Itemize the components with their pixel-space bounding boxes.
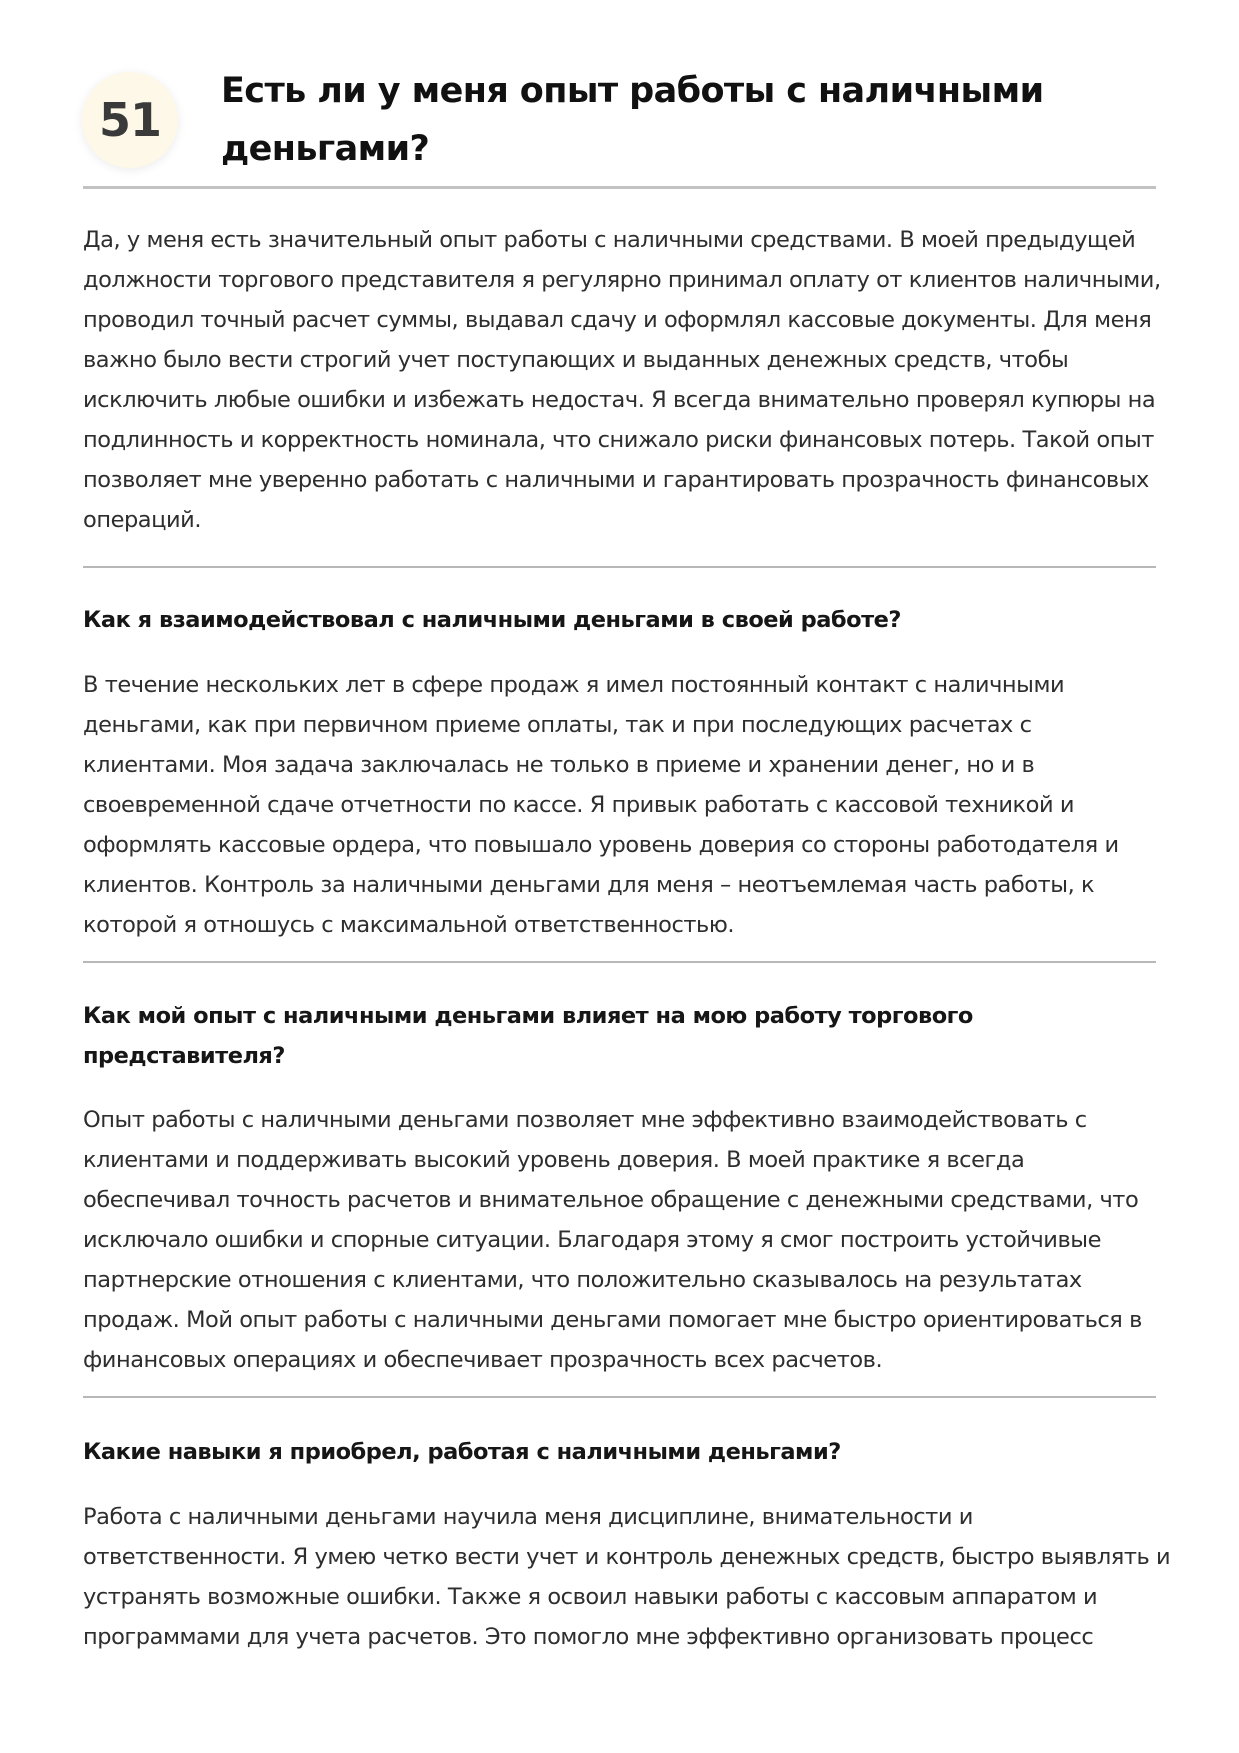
text-line: которой я отношусь с максимальной ответственностью. bbox=[83, 912, 735, 938]
subsection-1-body bbox=[83, 665, 1156, 945]
text-line: устранять возможные ошибки. Также я освоил навыки работы с кассовым аппаратом и bbox=[83, 1584, 1098, 1610]
question-header bbox=[83, 0, 1156, 190]
text-line: клиентами и поддерживать высокий уровень доверия. В моей практике я всегда bbox=[83, 1147, 1025, 1173]
text-line: клиентов. Контроль за наличными деньгами для меня – неотъемлемая часть работы, к bbox=[83, 872, 1095, 898]
subsection-3 bbox=[83, 1432, 1156, 1472]
text-line: исключало ошибки и спорные ситуации. Благодаря этому я смог построить устойчивые bbox=[83, 1227, 1101, 1253]
title-line: деньгами? bbox=[221, 129, 430, 169]
section-divider bbox=[83, 961, 1156, 963]
text-line: операций. bbox=[83, 507, 202, 533]
text-line: оформлять кассовые ордера, что повышало уровень доверия со стороны работодателя и bbox=[83, 832, 1119, 858]
text-line: В течение нескольких лет в сфере продаж я имел постоянный контакт с наличными bbox=[83, 672, 1065, 698]
text-line: ответственности. Я умею четко вести учет и контроль денежных средств, быстро выявлять и bbox=[83, 1544, 1171, 1570]
question-number-badge bbox=[82, 72, 178, 168]
text-line: партнерские отношения с клиентами, что положительно сказывалось на результатах bbox=[83, 1267, 1082, 1293]
section-divider bbox=[83, 1396, 1156, 1398]
subsection-heading bbox=[83, 1432, 1156, 1472]
heading-line: Как мой опыт с наличными деньгами влияет на мою работу торгового bbox=[83, 1003, 973, 1029]
text-line: важно было вести строгий учет поступающих и выданных денежных средств, чтобы bbox=[83, 347, 1069, 373]
subsection-3-body bbox=[83, 1497, 1171, 1657]
text-line: должности торгового представителя я регулярно принимал оплату от клиентов наличными, bbox=[83, 267, 1161, 293]
text-line: проводил точный расчет суммы, выдавал сдачу и оформлял кассовые документы. Для меня bbox=[83, 307, 1152, 333]
text-line: деньгами, как при первичном приеме оплаты, так и при последующих расчетах с bbox=[83, 712, 1032, 738]
section-divider bbox=[83, 566, 1156, 568]
page-title bbox=[221, 62, 1121, 178]
heading-line: представителя? bbox=[83, 1043, 285, 1069]
intro-paragraph bbox=[83, 220, 1161, 540]
subsection-heading bbox=[83, 600, 1156, 640]
text-line: финансовых операциях и обеспечивает прозрачность всех расчетов. bbox=[83, 1347, 883, 1373]
subsection-1 bbox=[83, 600, 1156, 640]
subsection-heading bbox=[83, 996, 1156, 1076]
text-line: подлинность и корректность номинала, что снижало риски финансовых потерь. Такой опыт bbox=[83, 427, 1154, 453]
subsection-paragraph bbox=[83, 1100, 1156, 1380]
document-page bbox=[83, 0, 1171, 1650]
text-line: Да, у меня есть значительный опыт работы с наличными средствами. В моей предыдущей bbox=[83, 227, 1136, 253]
subsection-2-body bbox=[83, 1100, 1156, 1380]
text-line: обеспечивал точность расчетов и внимательное обращение с денежными средствами, что bbox=[83, 1187, 1139, 1213]
text-line: исключить любые ошибки и избежать недостач. Я всегда внимательно проверял купюры на bbox=[83, 387, 1156, 413]
title-line: Есть ли у меня опыт работы с наличными bbox=[221, 71, 1044, 111]
text-line: клиентами. Моя задача заключалась не только в приеме и хранении денег, но и в bbox=[83, 752, 1035, 778]
text-line: позволяет мне уверенно работать с наличными и гарантировать прозрачность финансовых bbox=[83, 467, 1149, 493]
text-line: Опыт работы с наличными деньгами позволяет мне эффективно взаимодействовать с bbox=[83, 1107, 1087, 1133]
text-line: программами для учета расчетов. Это помогло мне эффективно организовать процесс bbox=[83, 1624, 1094, 1650]
heading-line: Как я взаимодействовал с наличными деньгами в своей работе? bbox=[83, 607, 901, 633]
text-line: своевременной сдаче отчетности по кассе. Я привык работать с кассовой техникой и bbox=[83, 792, 1075, 818]
subsection-2 bbox=[83, 996, 1156, 1076]
subsection-paragraph bbox=[83, 1497, 1171, 1657]
subsection-paragraph bbox=[83, 665, 1156, 945]
question-number: 51 bbox=[98, 93, 161, 147]
text-line: Работа с наличными деньгами научила меня дисциплине, внимательности и bbox=[83, 1504, 973, 1530]
intro-answer bbox=[83, 220, 1161, 540]
text-line: продаж. Мой опыт работы с наличными деньгами помогает мне быстро ориентироваться в bbox=[83, 1307, 1142, 1333]
heading-line: Какие навыки я приобрел, работая с наличными деньгами? bbox=[83, 1439, 841, 1465]
header-divider bbox=[83, 186, 1156, 189]
